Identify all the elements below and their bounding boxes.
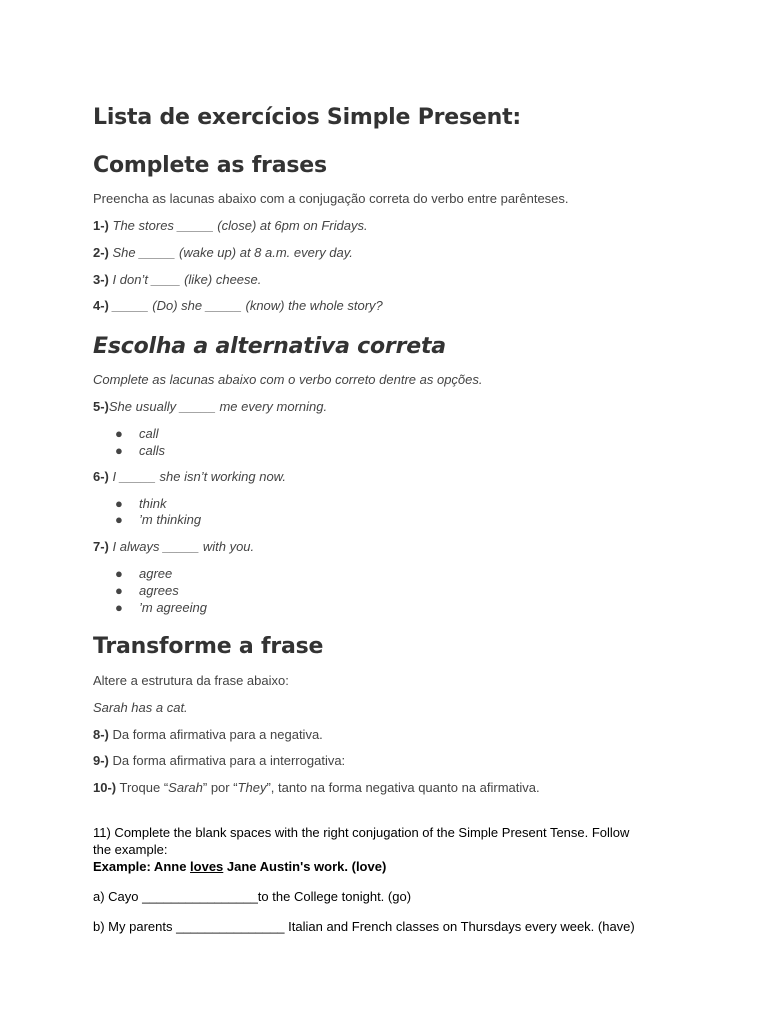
question-number: 3-) [93, 272, 109, 287]
option-text: ’m agreeing [139, 600, 207, 615]
question-text: I _____ she isn’t working now. [112, 469, 286, 484]
example-text: Example: Anne [93, 859, 191, 874]
name-sarah: Sarah [168, 780, 203, 795]
question-7 [93, 539, 254, 555]
question-text: Da forma afirmativa para a negativa. [112, 727, 323, 742]
question-2 [93, 245, 353, 261]
question-text: ”, tanto na forma negativa quanto na afirmativa. [266, 780, 540, 795]
option-text: calls [139, 443, 166, 458]
question-number: 5-) [93, 399, 109, 414]
question-number: 9-) [93, 753, 109, 768]
question-text: ” por “ [202, 780, 238, 795]
question-number: 1-) [93, 218, 109, 233]
bullet-icon: ● [115, 426, 123, 441]
example-text: Jane Austin's work. (love) [223, 859, 387, 874]
option-item [115, 512, 201, 528]
question-number: 6-) [93, 469, 109, 484]
document-title: Lista de exercícios Simple Present: [93, 105, 521, 130]
question-number: 8-) [93, 727, 109, 742]
question-8 [93, 727, 323, 743]
question-text: She usually _____ me every morning. [108, 399, 328, 414]
question-11-line1: 11) Complete the blank spaces with the right conjugation of the Simple Present Tense. Follow [93, 825, 630, 840]
question-text: Da forma afirmativa para a interrogativa: [112, 753, 346, 768]
option-text: agree [139, 566, 173, 581]
question-4 [93, 298, 383, 314]
bullet-icon: ● [115, 443, 123, 458]
bullet-icon: ● [115, 600, 123, 615]
question-number: 2-) [93, 245, 109, 260]
section-heading-complete: Complete as frases [93, 153, 327, 178]
question-number: 4-) [93, 298, 109, 313]
bullet-icon: ● [115, 512, 123, 527]
example-verb: loves [190, 859, 224, 874]
example-line [93, 859, 386, 875]
question-text: I always _____ with you. [112, 539, 255, 554]
question-10 [93, 780, 540, 796]
question-11-line2: the example: [93, 842, 168, 857]
bullet-icon: ● [115, 566, 123, 581]
instruction-choose: Complete as lacunas abaixo com o verbo correto dentre as opções. [93, 372, 483, 387]
question-1 [93, 218, 368, 234]
exercise-a: a) Cayo ________________to the College tonight. (go) [93, 889, 412, 904]
question-6 [93, 469, 286, 485]
exercise-b: b) My parents _______________ Italian and French classes on Thursdays every week. (have) [93, 919, 635, 934]
base-sentence: Sarah has a cat. [93, 700, 188, 715]
question-5 [93, 399, 327, 415]
question-text: I don’t ____ (like) cheese. [112, 272, 262, 287]
option-text: call [139, 426, 159, 441]
name-they: They [237, 780, 267, 795]
option-item [115, 496, 166, 512]
option-item [115, 583, 179, 599]
option-text: ’m thinking [139, 512, 202, 527]
question-text: She _____ (wake up) at 8 a.m. every day. [112, 245, 353, 260]
option-item [115, 566, 172, 582]
option-text: think [139, 496, 167, 511]
instruction-transform: Altere a estrutura da frase abaixo: [93, 673, 289, 688]
question-text: The stores _____ (close) at 6pm on Fridays. [112, 218, 368, 233]
section-heading-transform: Transforme a frase [93, 634, 324, 659]
option-item [115, 600, 207, 616]
question-number: 10-) [93, 780, 117, 795]
question-text: Troque “ [119, 780, 169, 795]
option-text: agrees [139, 583, 179, 598]
section-heading-choose: Escolha a alternativa correta [93, 334, 446, 359]
bullet-icon: ● [115, 583, 123, 598]
option-item [115, 443, 165, 459]
question-text: _____ (Do) she _____ (know) the whole story? [112, 298, 383, 313]
question-3 [93, 272, 261, 288]
bullet-icon: ● [115, 496, 123, 511]
instruction-complete: Preencha as lacunas abaixo com a conjugação correta do verbo entre parênteses. [93, 191, 569, 206]
option-item [115, 426, 159, 442]
question-9 [93, 753, 345, 769]
question-number: 7-) [93, 539, 109, 554]
